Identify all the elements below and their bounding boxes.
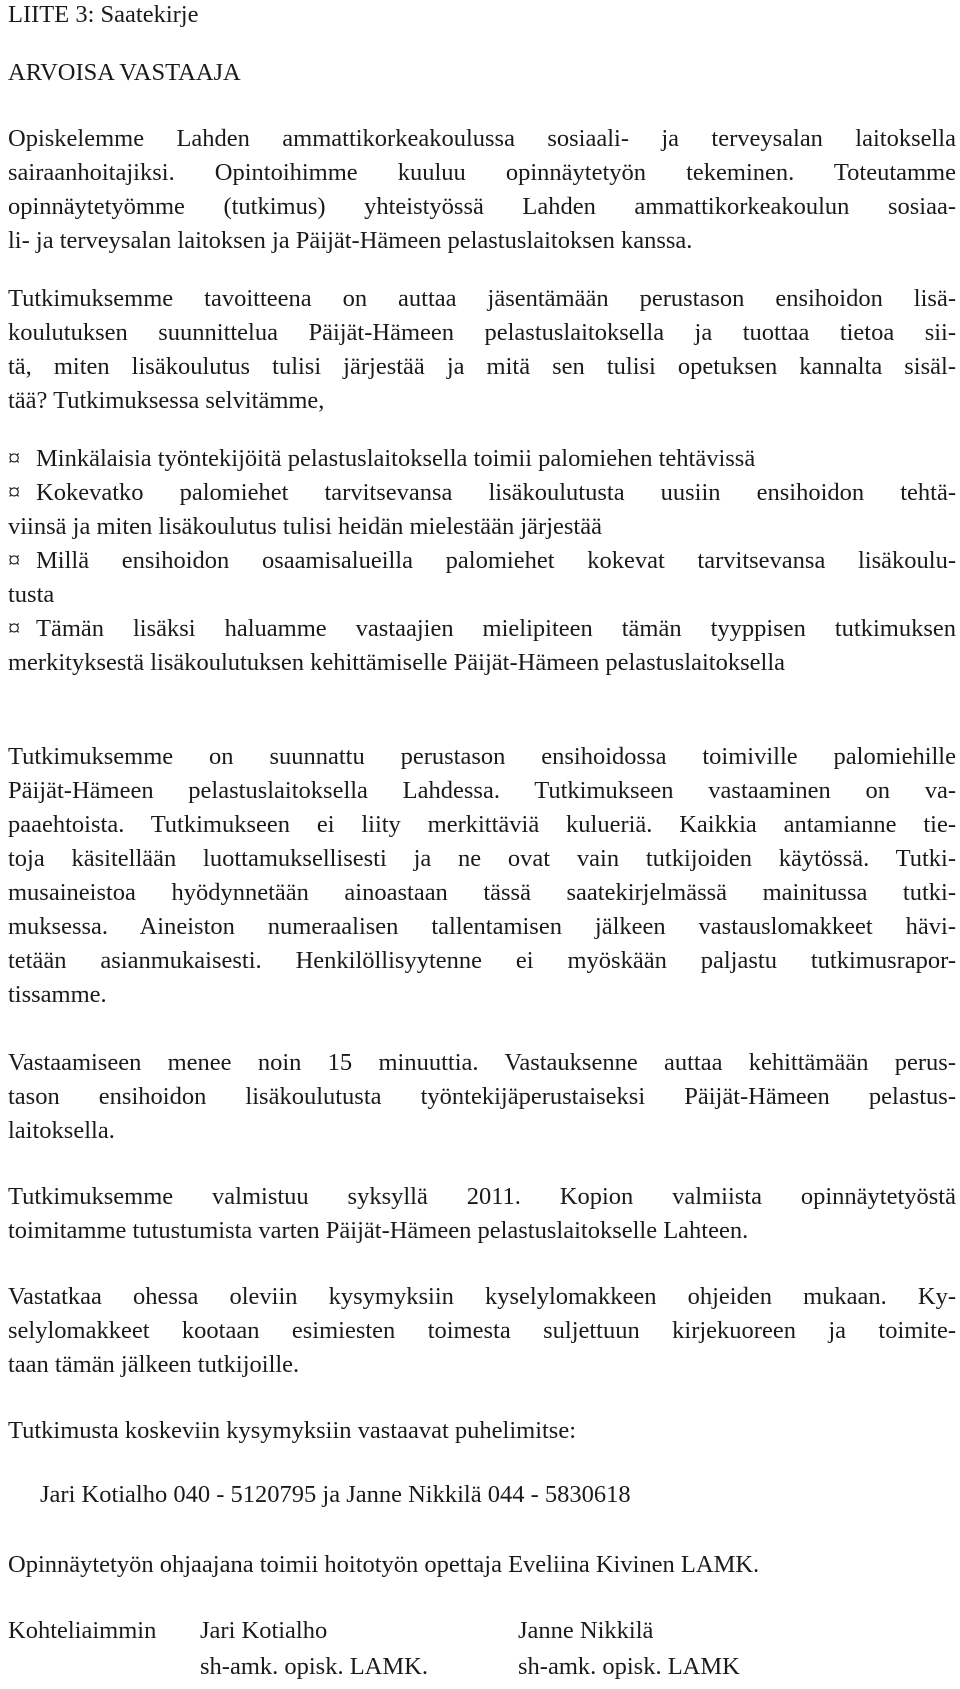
paragraph-line: taan tämän jälkeen tutkijoille. [8, 1351, 300, 1378]
signature-author1-title: sh-amk. opisk. LAMK. [200, 1653, 428, 1680]
document-heading: LIITE 3: Saatekirje [8, 1, 199, 28]
supervisor-text: Opinnäytetyön ohjaajana toimii hoitotyön opettaja Eveliina Kivinen LAMK. [8, 1551, 760, 1578]
paragraph-line: tissamme. [8, 981, 107, 1008]
contact-intro: Tutkimusta koskeviin kysymyksiin vastaavat puhelimitse: [8, 1417, 577, 1444]
paragraph-line: Opiskelemme Lahden ammattikorkeakoulussa sosiaali- ja terveysalan laitoksella [8, 125, 956, 152]
list-item-text: Kokevatko palomiehet tarvitsevansa lisäkoulutusta uusiin ensihoidon tehtä- [36, 479, 956, 506]
contact-numbers: Jari Kotialho 040 - 5120795 ja Janne Nikkilä 044 - 5830618 [40, 1481, 631, 1508]
paragraph-supervisor [8, 1548, 956, 1582]
paragraph-line: tä, miten lisäkoulutus tulisi järjestää ja mitä sen tulisi opetuksen kannalta sisäl- [8, 353, 956, 380]
paragraph-line: laitoksella. [8, 1117, 115, 1144]
list-item-text: tusta [8, 581, 55, 608]
paragraph-line: muksessa. Aineiston numeraalisen tallentamisen jälkeen vastauslomakkeet hävi- [8, 913, 956, 940]
paragraph-line: Tutkimuksemme on suunnattu perustason ensihoidossa toimiville palomiehille [8, 743, 956, 770]
paragraph-line: Vastatkaa ohessa oleviin kysymyksiin kyselylomakkeen ohjeiden mukaan. Ky- [8, 1283, 956, 1310]
list-item [8, 612, 956, 680]
paragraph-line: li- ja terveysalan laitoksen ja Päijät-Hämeen pelastuslaitoksen kanssa. [8, 227, 693, 254]
list-item [8, 442, 956, 476]
list-item [8, 544, 956, 612]
paragraph-line: tason ensihoidon lisäkoulutusta työntekijäperustaiseksi Päijät-Hämeen pelastus- [8, 1083, 956, 1110]
bullet-icon: ¤ [8, 445, 21, 472]
paragraph-line: Tutkimuksemme valmistuu syksyllä 2011. Kopion valmiista opinnäytetyöstä [8, 1183, 956, 1210]
contact-numbers-block [8, 1478, 956, 1512]
paragraph-contact [8, 1414, 956, 1448]
list-item-text: merkityksestä lisäkoulutuksen kehittämiselle Päijät-Hämeen pelastuslaitoksella [8, 649, 786, 676]
signature-closing: Kohteliaimmin [8, 1617, 157, 1644]
list-item-text: Minkälaisia työntekijöitä pelastuslaitoksella toimii palomiehen tehtävissä [36, 445, 756, 472]
paragraph-target [8, 740, 956, 1012]
paragraph-line: selylomakkeet kootaan esimiesten toimesta suljettuun kirjekuoreen ja toimite- [8, 1317, 956, 1344]
paragraph-line: tetään asianmukaisesti. Henkilöllisyytenne ei myöskään paljastu tutkimusrapor- [8, 947, 956, 974]
list-item [8, 476, 956, 544]
paragraph-duration [8, 1046, 956, 1148]
list-item-text: viinsä ja miten lisäkoulutus tulisi heidän mielestään järjestää [8, 513, 602, 540]
paragraph-line: koulutuksen suunnittelua Päijät-Hämeen pelastuslaitoksella ja tuottaa tietoa sii- [8, 319, 956, 346]
paragraph-line: toimitamme tutustumista varten Päijät-Hämeen pelastuslaitokselle Lahteen. [8, 1217, 749, 1244]
paragraph-line: Päijät-Hämeen pelastuslaitoksella Lahdessa. Tutkimukseen vastaaminen on va- [8, 777, 956, 804]
paragraph-instructions [8, 1280, 956, 1382]
bullet-list [8, 442, 956, 680]
list-item-text: Tämän lisäksi haluamme vastaajien mielipiteen tämän tyyppisen tutkimuksen [36, 615, 956, 642]
paragraph-line: toja käsitellään luottamuksellisesti ja ne ovat vain tutkijoiden käytössä. Tutki- [8, 845, 956, 872]
paragraph-line: paaehtoista. Tutkimukseen ei liity merkittäviä kulueriä. Kaikkia antamianne tie- [8, 811, 956, 838]
signature-author2-title: sh-amk. opisk. LAMK [518, 1653, 740, 1680]
paragraph-line: Vastaamiseen menee noin 15 minuuttia. Vastauksenne auttaa kehittämään perus- [8, 1049, 956, 1076]
paragraph-completion [8, 1180, 956, 1248]
bullet-icon: ¤ [8, 479, 21, 506]
paragraph-line: Tutkimuksemme tavoitteena on auttaa jäsentämään perustason ensihoidon lisä- [8, 285, 956, 312]
signature-author2-name: Janne Nikkilä [518, 1617, 654, 1644]
paragraph-line: sairaanhoitajiksi. Opintoihimme kuuluu opinnäytetyön tekeminen. Toteutamme [8, 159, 956, 186]
paragraph-line: opinnäytetyömme (tutkimus) yhteistyössä Lahden ammattikorkeakoulun sosiaa- [8, 193, 956, 220]
paragraph-goal [8, 282, 956, 418]
salutation: ARVOISA VASTAAJA [8, 59, 241, 86]
paragraph-line: musaineistoa hyödynnetään ainoastaan tässä saatekirjelmässä mainitussa tutki- [8, 879, 956, 906]
paragraph-line: tää? Tutkimuksessa selvitämme, [8, 387, 325, 414]
paragraph-intro [8, 122, 956, 258]
bullet-icon: ¤ [8, 547, 21, 574]
list-item-text: Millä ensihoidon osaamisalueilla palomiehet kokevat tarvitsevansa lisäkoulu- [36, 547, 956, 574]
bullet-icon: ¤ [8, 615, 21, 642]
signature-author1-name: Jari Kotialho [200, 1617, 328, 1644]
